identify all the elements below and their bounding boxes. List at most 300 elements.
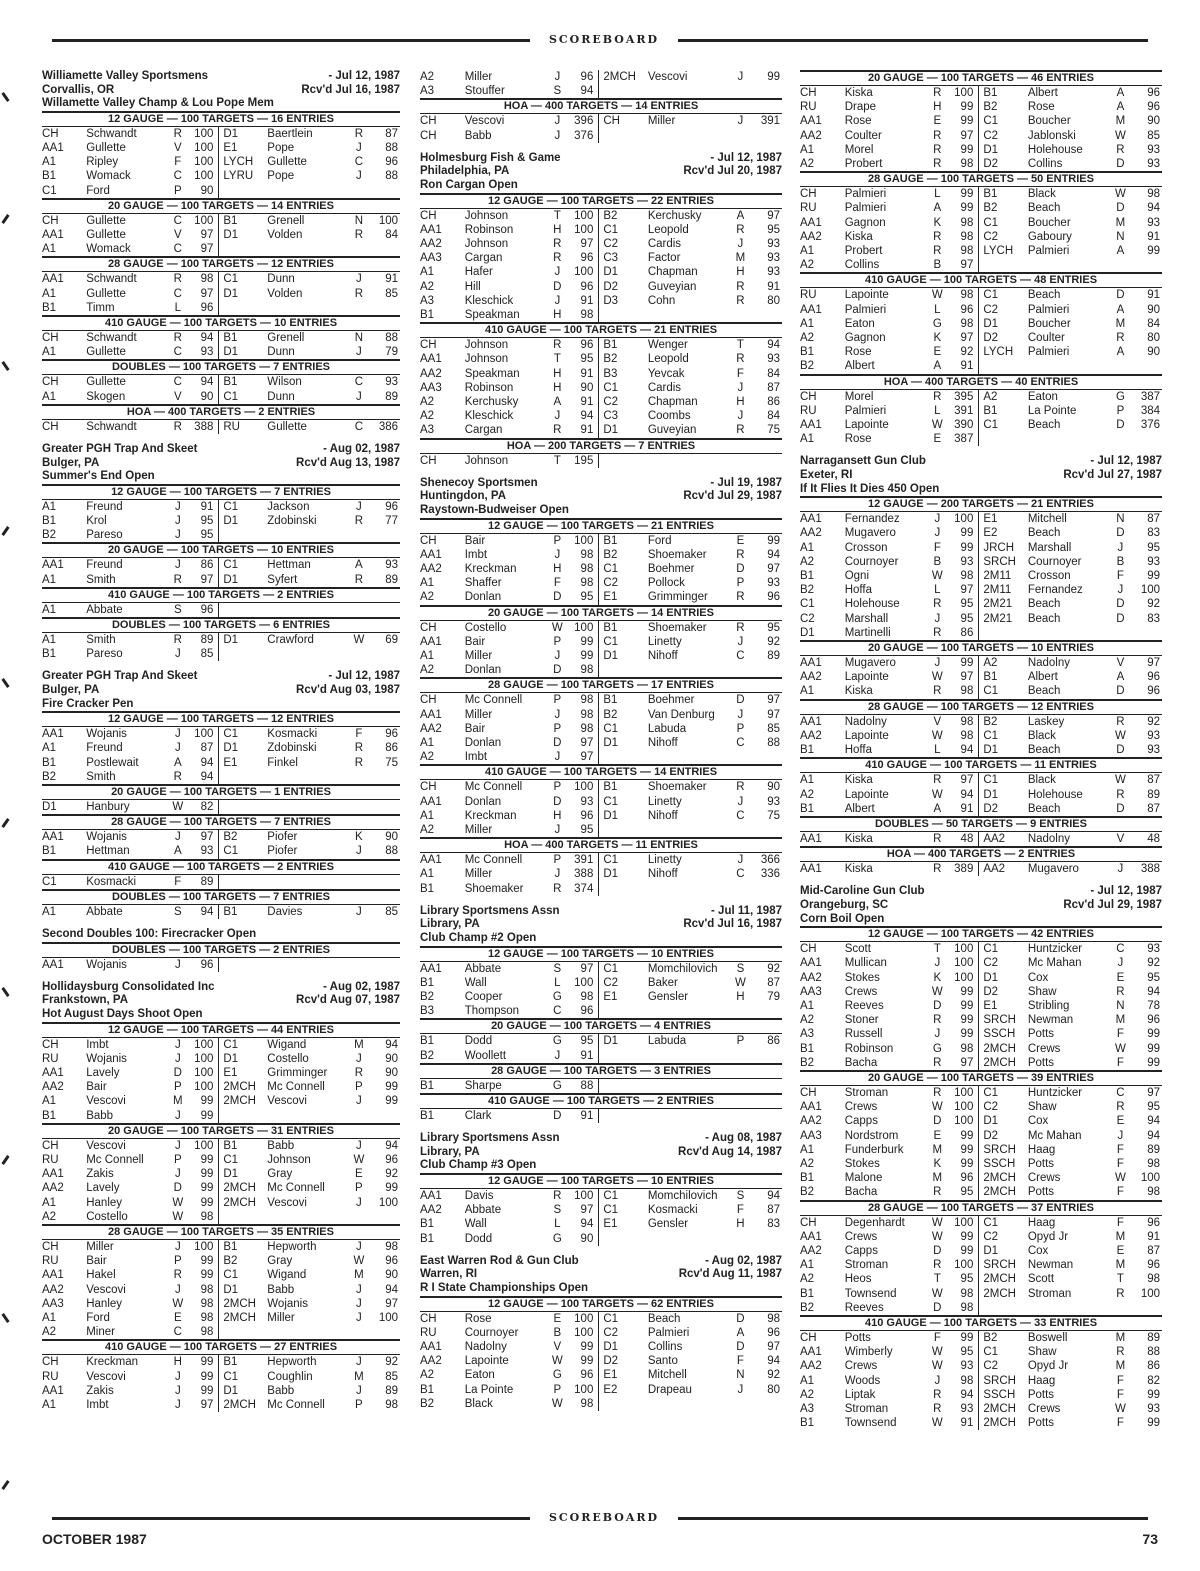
class-code (599, 454, 648, 468)
shooter-name: Gensler (647, 1218, 689, 1231)
shooter-initial: R (933, 1056, 942, 1069)
shooter-initial: R (173, 634, 182, 647)
score: 96 (580, 339, 594, 352)
section-title: 28 GAUGE — 100 TARGETS — 35 ENTRIES (42, 1224, 400, 1240)
shooter-name: Gullette (86, 214, 126, 227)
class-code: B1 (420, 1110, 435, 1123)
class-code: D1 (979, 971, 1028, 985)
score: 93 (1147, 943, 1160, 956)
shooter-initial: W (1115, 1172, 1126, 1185)
class-code: B2 (979, 715, 1028, 729)
shooter-name: Cardis (647, 381, 682, 394)
score: 94 (385, 1139, 398, 1152)
results-table (800, 390, 1162, 447)
class-code: D3 (599, 294, 648, 308)
shooter-name (648, 84, 729, 98)
shooter-name: Gullette (86, 376, 126, 389)
result-row (420, 853, 782, 867)
shooter-initial: V (173, 229, 182, 241)
score: 100 (954, 957, 974, 970)
result-row (420, 129, 782, 143)
footer-label: SCOREBOARD (548, 1511, 660, 1524)
shooter-name: Potts (1027, 1186, 1055, 1199)
meet-event-row (42, 1008, 400, 1022)
score: 96 (580, 1369, 594, 1382)
shooter-initial: D (1116, 744, 1125, 757)
score: 96 (385, 1154, 398, 1167)
shooter-initial: R (354, 742, 364, 755)
result-row (800, 1301, 1162, 1315)
shooter-name: Mc Connell (267, 1081, 325, 1094)
shooter-name: Mitchell (1027, 513, 1067, 526)
received-date: Rcv'd Jul 29, 1987 (1063, 898, 1162, 911)
score: 89 (385, 573, 398, 586)
shooter-name: Grimminger (267, 1067, 328, 1080)
score: 93 (960, 555, 974, 568)
received-date: Rcv'd Jul 20, 1987 (683, 165, 782, 178)
result-row (420, 1368, 782, 1382)
class-code (599, 1079, 648, 1093)
results-table (420, 209, 782, 323)
shooter-name: Cargan (464, 424, 503, 437)
shooter-name: Stroman (844, 1259, 889, 1272)
results-table (42, 1240, 400, 1339)
class-code: B1 (219, 905, 267, 919)
result-row (42, 558, 400, 572)
section-title: 12 GAUGE — 100 TARGETS — 16 ENTRIES (42, 111, 400, 127)
shooter-name (648, 1079, 729, 1093)
result-row (420, 1004, 782, 1018)
results-table (800, 187, 1162, 272)
score: 98 (960, 230, 974, 243)
shooter-initial: V (1116, 657, 1125, 670)
score: 93 (200, 346, 214, 359)
shooter-name: Shoemaker (647, 548, 707, 561)
shooter-name: Boucher (1027, 216, 1071, 229)
score: 91 (1147, 289, 1160, 302)
meet-block (420, 1132, 782, 1246)
results-table (420, 1312, 782, 1411)
result-row (800, 942, 1162, 956)
shooter-initial: F (1116, 1028, 1124, 1041)
result-row (42, 301, 400, 315)
class-code: B1 (800, 1042, 815, 1055)
class-code (979, 258, 1028, 272)
shooter-initial: E (355, 1168, 363, 1181)
shooter-name: Woods (844, 1374, 881, 1387)
result-row (800, 802, 1162, 816)
class-code: A1 (42, 603, 57, 616)
shooter-name: Potts (1027, 1056, 1055, 1069)
result-row (800, 187, 1162, 201)
shooter-name: Palmieri (844, 404, 887, 417)
class-code: D2 (979, 331, 1028, 345)
shooter-initial: H (933, 101, 942, 114)
score (1132, 626, 1162, 640)
shooter-name: Kreckman (464, 809, 517, 822)
shooter-initial: M (173, 1095, 183, 1108)
score: 98 (960, 685, 974, 698)
score: 366 (760, 854, 780, 867)
score: 96 (385, 500, 398, 513)
meet-header (420, 905, 782, 919)
score: 95 (960, 598, 974, 611)
class-code: AA1 (42, 1384, 64, 1397)
shooter-name: Momchilovich (647, 1190, 718, 1203)
result-row (420, 1326, 782, 1340)
shooter-initial (347, 770, 370, 784)
shooter-initial: D (1116, 802, 1125, 815)
result-row (800, 114, 1162, 128)
meet-location-row (42, 84, 400, 98)
score: 83 (1147, 527, 1160, 540)
shooter-initial: J (356, 346, 362, 359)
event-name: Club Champ #2 Open (420, 932, 537, 945)
shooter-initial: P (553, 694, 562, 707)
shooter-name: Factor (647, 252, 681, 265)
class-code (219, 1325, 267, 1339)
shooter-name (648, 308, 729, 322)
shooter-initial: D (736, 563, 745, 576)
class-code: D1 (599, 423, 648, 437)
shooter-initial: W (1115, 774, 1126, 787)
shooter-name: Zakis (86, 1384, 114, 1397)
result-row (42, 1325, 400, 1339)
shooter-name (648, 882, 729, 896)
result-row (800, 1185, 1162, 1199)
shooter-name: Eaton (464, 1369, 495, 1382)
class-code: CH (42, 1038, 59, 1051)
shooter-name: Stroman (844, 1402, 889, 1415)
class-code: D2 (979, 157, 1028, 171)
section-title: DOUBLES — 50 TARGETS — 9 ENTRIES (800, 816, 1162, 832)
shooter-name: Davis (464, 1190, 494, 1203)
event-name: Summer's End Open (42, 470, 155, 483)
shooter-name: Kerchusky (647, 209, 702, 222)
score (370, 242, 400, 256)
section-title: 410 GAUGE — 100 TARGETS — 2 ENTRIES (42, 859, 400, 875)
class-code: E1 (599, 1368, 648, 1382)
class-code: B1 (219, 214, 267, 228)
class-code: CH (420, 115, 437, 128)
results-table (42, 800, 400, 814)
score: 99 (960, 527, 974, 540)
score: 100 (574, 209, 594, 222)
score: 97 (960, 584, 974, 597)
score: 94 (1147, 202, 1160, 215)
class-code: AA1 (420, 223, 442, 236)
shooter-name: Cournoyer (844, 555, 899, 568)
shooter-name: Rose (844, 433, 872, 446)
shooter-name: Black (464, 1397, 493, 1410)
event-name: Club Champ #3 Open (420, 1159, 537, 1172)
class-code (599, 663, 648, 677)
class-code: A1 (42, 500, 57, 513)
class-code: C1 (42, 184, 57, 197)
shooter-name: Womack (86, 170, 131, 183)
score: 94 (200, 770, 214, 783)
result-row (800, 1013, 1162, 1027)
meet-block (42, 928, 400, 972)
score (370, 875, 400, 889)
shooter-initial: E (736, 534, 745, 547)
result-row (42, 214, 400, 228)
score: 390 (954, 419, 974, 432)
shooter-name: Kiska (844, 87, 873, 99)
class-code: A2 (42, 1210, 57, 1223)
club-name: Holmesburg Fish & Game (420, 151, 561, 164)
shooter-name: Wigand (267, 1269, 307, 1282)
shooter-initial: J (554, 548, 561, 561)
section-title: 12 GAUGE — 100 TARGETS — 44 ENTRIES (42, 1022, 400, 1038)
class-code: D1 (219, 633, 267, 647)
result-row (420, 84, 782, 98)
shooter-initial: P (173, 1154, 182, 1167)
shooter-initial: D (933, 1244, 942, 1257)
class-code (979, 359, 1028, 373)
shooter-name: Hakel (86, 1269, 116, 1282)
shooter-initial (729, 1109, 752, 1123)
meet-event-row (420, 932, 782, 946)
section-title: HOA — 200 TARGETS — 7 ENTRIES (420, 438, 782, 454)
score: 95 (580, 591, 594, 604)
class-code: CH (42, 1241, 59, 1254)
section-title: 410 GAUGE — 100 TARGETS — 14 ENTRIES (420, 764, 782, 780)
result-row (420, 423, 782, 437)
meet-event-row (420, 1282, 782, 1296)
result-row (420, 780, 782, 794)
class-code: C1 (219, 558, 267, 572)
score (370, 800, 400, 814)
class-code: 2MCH (219, 1094, 267, 1108)
shooter-initial: J (174, 1283, 181, 1296)
shooter-name: Johnson (267, 1154, 311, 1167)
score (752, 1049, 782, 1063)
shooter-name: Vescovi (647, 71, 688, 83)
score: 98 (960, 289, 974, 302)
result-row (42, 390, 400, 404)
class-code (599, 1232, 648, 1246)
shooter-initial: C (553, 1005, 562, 1018)
shooter-initial: R (173, 420, 182, 433)
class-code: CH (800, 943, 817, 956)
shooter-name: Gagnon (844, 332, 886, 345)
club-location: Huntingdon, PA (420, 490, 507, 503)
shooter-name: Piofer (267, 831, 298, 844)
shooter-name: Rose (844, 115, 872, 128)
shooter-initial: H (553, 367, 562, 380)
shooter-initial: N (1116, 513, 1125, 526)
result-row (420, 1034, 782, 1048)
class-code: B1 (219, 331, 267, 345)
shooter-initial: V (173, 141, 182, 154)
score: 83 (767, 1218, 780, 1231)
score: 96 (1147, 87, 1160, 99)
shooter-name: Vescovi (464, 115, 505, 128)
shooter-initial: W (931, 788, 943, 801)
result-row (800, 100, 1162, 114)
margin-mark (1, 526, 9, 536)
shooter-initial: J (356, 1384, 362, 1397)
shooter-name: Cournoyer (464, 1326, 519, 1339)
class-code: 2MCH (219, 1398, 267, 1412)
shooter-initial: F (1116, 570, 1124, 583)
score: 100 (954, 87, 974, 99)
shooter-initial: R (933, 1014, 942, 1027)
score: 69 (385, 634, 398, 647)
class-code: 2MCH (219, 1080, 267, 1094)
class-code: C1 (800, 598, 815, 611)
class-code: AA2 (420, 367, 442, 380)
class-code: B1 (979, 404, 1028, 418)
shooter-initial: R (933, 1086, 942, 1099)
shooter-initial: T (553, 209, 561, 222)
score (752, 454, 782, 468)
class-code: A1 (420, 809, 435, 822)
score: 99 (1147, 1028, 1160, 1041)
shooter-name: Drape (844, 101, 877, 114)
class-code: AA3 (800, 985, 822, 998)
class-code: A1 (800, 1374, 815, 1387)
result-row (800, 999, 1162, 1013)
score: 336 (760, 868, 780, 881)
score: 96 (767, 1326, 780, 1339)
shooter-name: Nadolny (844, 715, 887, 728)
class-code: B2 (219, 830, 267, 844)
shooter-name: Linetty (647, 795, 682, 808)
shooter-initial: C (1116, 943, 1125, 956)
score (752, 1079, 782, 1093)
club-name: Williamette Valley Sportsmens (42, 70, 209, 82)
shooter-name: Stouffer (464, 85, 505, 98)
shooter-initial (729, 308, 752, 322)
class-code: 2M21 (979, 597, 1028, 611)
score: 93 (767, 353, 780, 366)
shooter-initial: J (554, 115, 561, 128)
club-location: Library, PA (420, 918, 480, 931)
score: 98 (960, 729, 974, 742)
score: 88 (1147, 1346, 1160, 1359)
shooter-initial: N (736, 1369, 745, 1382)
score: 91 (580, 424, 594, 437)
score: 100 (194, 127, 214, 140)
results-table (42, 127, 400, 198)
result-row (420, 621, 782, 635)
score: 94 (1147, 1115, 1160, 1128)
class-code: A3 (800, 1028, 815, 1041)
score: 98 (1147, 188, 1160, 201)
shooter-initial (729, 454, 752, 468)
result-row (42, 1283, 400, 1297)
class-code (219, 770, 267, 784)
shooter-name: Pareso (86, 529, 123, 542)
score: 99 (200, 1255, 214, 1268)
shooter-name: Bair (464, 534, 486, 547)
class-code: JRCH (979, 541, 1028, 555)
class-code (219, 528, 267, 542)
shooter-initial (1109, 359, 1132, 373)
shooter-name: Stroman (844, 1086, 889, 1099)
meet-location-row (420, 918, 782, 932)
meet-block (42, 443, 400, 661)
shooter-name: Gagnon (844, 216, 886, 229)
meet-block (800, 70, 1162, 446)
shooter-name: Leopold (647, 223, 689, 236)
meet-location-row (42, 457, 400, 471)
result-row (42, 1153, 400, 1167)
class-code: E1 (979, 512, 1028, 526)
class-code: C1 (599, 722, 648, 736)
shooter-initial: V (553, 1341, 562, 1354)
shooter-initial (729, 1079, 752, 1093)
shooter-name: Gullette (86, 141, 126, 154)
score: 98 (580, 563, 594, 576)
shooter-name: Mugavero (844, 527, 896, 540)
score: 95 (1147, 541, 1160, 554)
score: 91 (1147, 1230, 1160, 1243)
score: 82 (200, 801, 214, 814)
shooter-name (1028, 1301, 1109, 1315)
result-row (42, 1355, 400, 1369)
class-code: CH (420, 339, 437, 352)
result-row (800, 1042, 1162, 1056)
section-title: 20 GAUGE — 100 TARGETS — 14 ENTRIES (42, 198, 400, 214)
score: 91 (1147, 230, 1160, 243)
result-row (800, 612, 1162, 626)
class-code: 2MCH (979, 1171, 1028, 1185)
class-code: A1 (800, 1259, 815, 1272)
score: 100 (574, 976, 594, 989)
shooter-initial: W (735, 976, 746, 989)
meet-header (42, 443, 400, 457)
score: 96 (580, 252, 594, 265)
section-title: 28 GAUGE — 100 TARGETS — 12 ENTRIES (42, 256, 400, 272)
shooter-initial: J (356, 500, 362, 513)
shooter-initial: R (1116, 1101, 1125, 1114)
shooter-name: Hepworth (267, 1241, 317, 1254)
shooter-name: Mugavero (844, 657, 896, 670)
shooter-initial: J (356, 273, 362, 286)
shooter-initial: J (174, 1109, 181, 1122)
score: 97 (767, 708, 780, 721)
score: 100 (574, 1326, 594, 1339)
result-row (800, 832, 1162, 846)
class-code: AA1 (420, 1341, 442, 1354)
score: 93 (580, 795, 594, 808)
score: 96 (1147, 685, 1160, 698)
class-code: B2 (219, 1254, 267, 1268)
meet-location-row (420, 490, 782, 504)
score: 99 (960, 1143, 974, 1156)
class-code: B2 (599, 548, 648, 562)
score: 89 (385, 1384, 398, 1397)
shooter-initial: D (736, 694, 745, 707)
class-code: E1 (219, 141, 267, 155)
shooter-initial: H (553, 809, 562, 822)
shooter-initial: J (737, 795, 744, 808)
section-title: 20 GAUGE — 100 TARGETS — 39 ENTRIES (800, 1070, 1162, 1086)
shooter-initial: A (553, 396, 562, 409)
shooter-name: Collins (1027, 158, 1063, 171)
score: 95 (767, 621, 780, 634)
score: 100 (194, 1038, 214, 1051)
class-code: SSCH (979, 1157, 1028, 1171)
shooter-initial: J (174, 1052, 181, 1065)
score: 99 (1147, 1042, 1160, 1055)
results-table (42, 875, 400, 889)
shooter-name: Zdobinski (267, 742, 317, 755)
class-code: AA1 (420, 635, 442, 648)
